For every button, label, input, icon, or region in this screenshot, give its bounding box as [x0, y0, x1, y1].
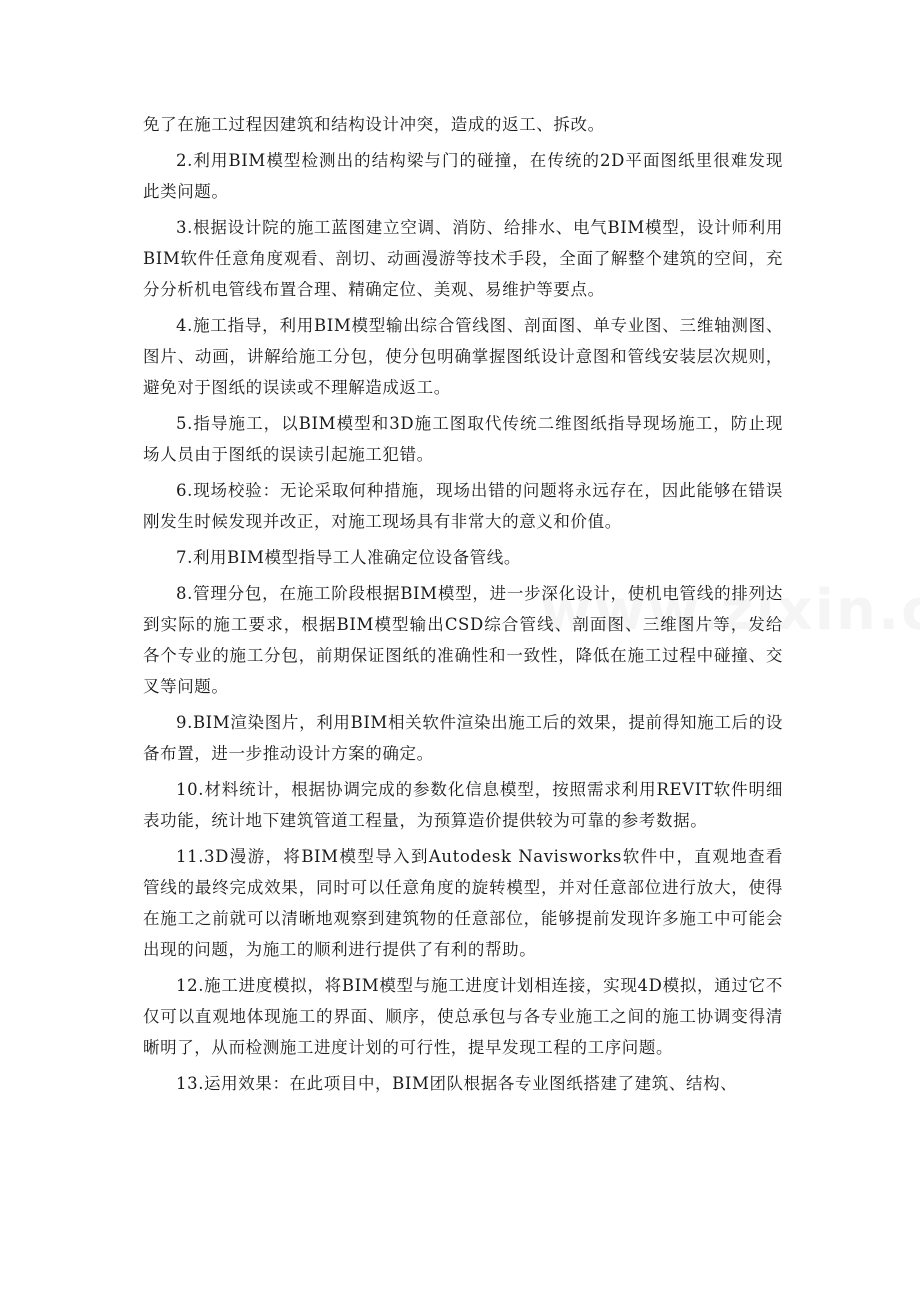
- paragraph-item-10: 10.材料统计，根据协调完成的参数化信息模型，按照需求利用REVIT软件明细表功能，统计地下建筑管道工程量，为预算造价提供较为可靠的参考数据。: [143, 780, 783, 830]
- paragraph-continuation: 免了在施工过程因建筑和结构设计冲突，造成的返工、拆改。: [143, 115, 605, 134]
- paragraph-item-3: 3.根据设计院的施工蓝图建立空调、消防、给排水、电气BIM模型，设计师利用BIM软件任意角度观看、剖切、动画漫游等技术手段，全面了解整个建筑的空间，充分分析机电管线布置合理、精确定位、美观、易维护等要点。: [143, 218, 783, 299]
- paragraph-item-4: 4.施工指导，利用BIM模型输出综合管线图、剖面图、单专业图、三维轴测图、图片、动画，讲解给施工分包，使分包明确掌握图纸设计意图和管线安装层次规则，避免对于图纸的误读或不理解造成返工。: [143, 316, 783, 397]
- paragraph-item-11: 11.3D漫游，将BIM模型导入到Autodesk Navisworks软件中，直观地查看管线的最终完成效果，同时可以任意角度的旋转模型，并对任意部位进行放大，使得在施工之前就可以清晰地观察到建筑物的任意部位，能够提前发现许多施工中可能会出现的问题，为施工的顺利进行提供了有利的帮助。: [143, 847, 783, 959]
- paragraph-item-6: 6.现场校验：无论采取何种措施，现场出错的问题将永远存在，因此能够在错误刚发生时候发现并改正，对施工现场具有非常大的意义和价值。: [143, 481, 783, 531]
- document-body: [143, 109, 783, 1104]
- paragraph-item-5: 5.指导施工，以BIM模型和3D施工图取代传统二维图纸指导现场施工，防止现场人员由于图纸的误读引起施工犯错。: [143, 414, 783, 464]
- paragraph-item-12: 12.施工进度模拟，将BIM模型与施工进度计划相连接，实现4D模拟，通过它不仅可以直观地体现施工的界面、顺序，使总承包与各专业施工之间的施工协调变得清晰明了，从而检测施工进度计划的可行性，提早发现工程的工序问题。: [143, 976, 783, 1057]
- paragraph-item-7: 7.利用BIM模型指导工人准确定位设备管线。: [176, 548, 521, 567]
- paragraph-item-13: 13.运用效果：在此项目中，BIM团队根据各专业图纸搭建了建筑、结构、: [176, 1074, 738, 1093]
- paragraph-item-2: 2.利用BIM模型检测出的结构梁与门的碰撞，在传统的2D平面图纸里很难发现此类问题。: [143, 151, 783, 201]
- paragraph-item-8: 8.管理分包，在施工阶段根据BIM模型，进一步深化设计，使机电管线的排列达到实际的施工要求，根据BIM模型输出CSD综合管线、剖面图、三维图片等，发给各个专业的施工分包，前期保证图纸的准确性和一致性，降低在施工过程中碰撞、交叉等问题。: [143, 584, 783, 696]
- paragraph-item-9: 9.BIM渲染图片，利用BIM相关软件渲染出施工后的效果，提前得知施工后的设备布置，进一步推动设计方案的确定。: [143, 713, 783, 763]
